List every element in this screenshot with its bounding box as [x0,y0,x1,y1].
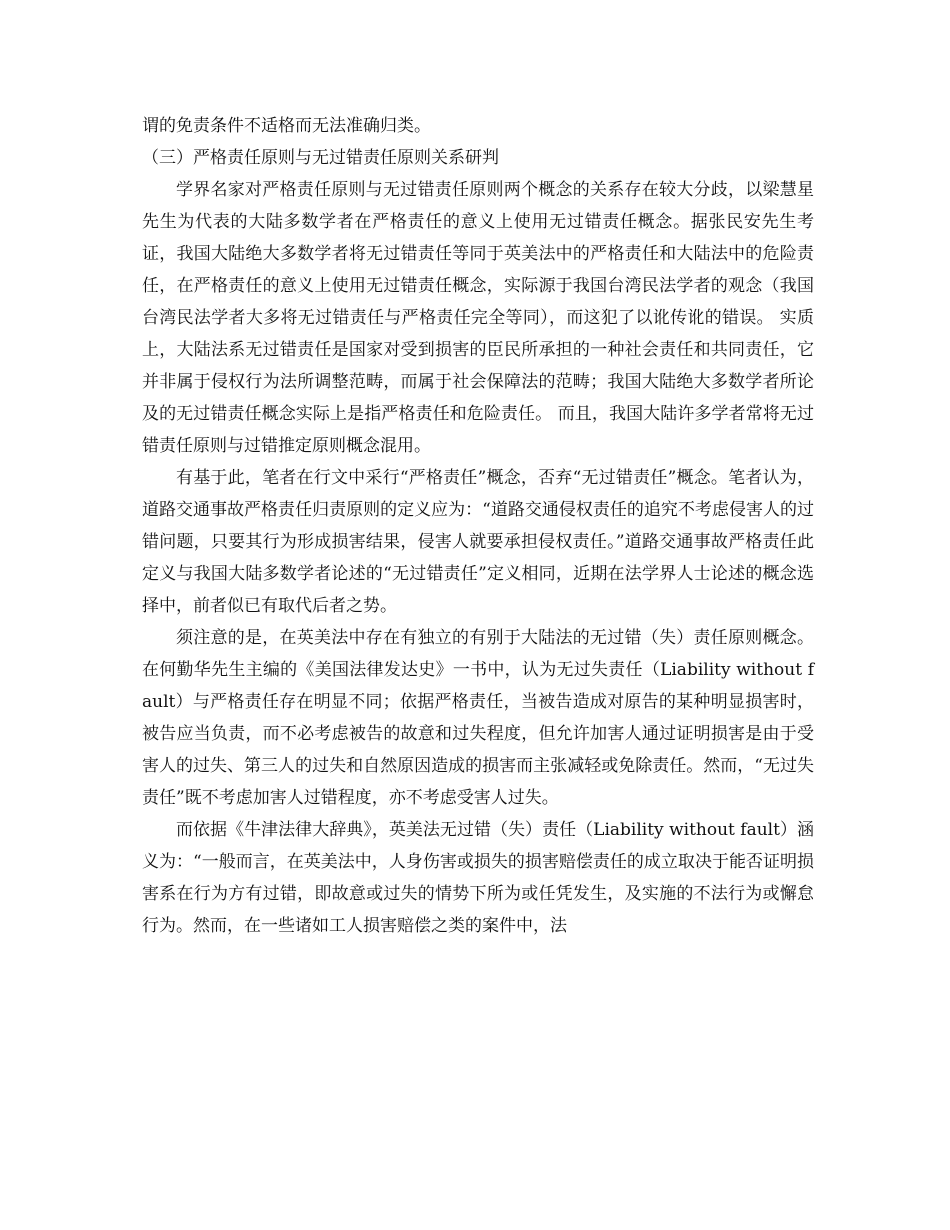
section-heading: （三）严格责任原则与无过错责任原则关系研判 [142,148,499,168]
paragraph: 学界名家对严格责任原则与无过错责任原则两个概念的关系存在较大分歧，以梁慧星先生为代表的大陆多数学者在严格责任的意义上使用无过错责任概念。据张民安先生考证，我国大陆绝大多数学者将无过错责任等同于英美法中的严格责任和大陆法中的危险责任，在严格责任的意义上使用无过错责任概念，实际源于我国台湾民法学者的观念（我国台湾民法学者大多将无过错责任与严格责任完全等同），而这犯了以讹传讹的错误。 实质上，大陆法系无过错责任是国家对受到损害的臣民所承担的一种社会责任和共同责任，它并非属于侵权行为法所调整范畴，而属于社会保障法的范畴；我国大陆绝大多数学者所论及的无过错责任概念实际上是指严格责任和危险责任。 而且，我国大陆许多学者常将无过错责任原则与过错推定原则概念混用。 [142,180,814,456]
paragraph-continuation: 谓的免责条件不适格而无法准确归类。 [142,116,431,136]
paragraph: 有基于此，笔者在行文中采行“严格责任”概念，否弃“无过错责任”概念。笔者认为，道路交通事故严格责任归责原则的定义应为：“道路交通侵权责任的追究不考虑侵害人的过错问题，只要其行为形成损害结果，侵害人就要承担侵权责任。”道路交通事故严格责任此定义与我国大陆多数学者论述的“无过错责任”定义相同，近期在法学界人士论述的概念选择中，前者似已有取代后者之势。 [142,468,814,616]
document-page [142,110,814,942]
paragraph: 而依据《牛津法律大辞典》，英美法无过错（失）责任（Liability without fault）涵义为：“一般而言，在英美法中，人身伤害或损失的损害赔偿责任的成立取决于能否证明损害系在行为方有过错，即故意或过失的情势下所为或任凭发生，及实施的不法行为或懈怠行为。然而，在一些诸如工人损害赔偿之类的案件中，法 [142,820,814,936]
paragraph: 须注意的是，在英美法中存在有独立的有别于大陆法的无过错（失）责任原则概念。在何勤华先生主编的《美国法律发达史》一书中，认为无过失责任（Liability without fault）与严格责任存在明显不同；依据严格责任，当被告造成对原告的某种明显损害时，被告应当负责，而不必考虑被告的故意和过失程度，但允许加害人通过证明损害是由于受害人的过失、第三人的过失和自然原因造成的损害而主张减轻或免除责任。然而，“无过失责任”既不考虑加害人过错程度，亦不考虑受害人过失。 [142,628,814,808]
